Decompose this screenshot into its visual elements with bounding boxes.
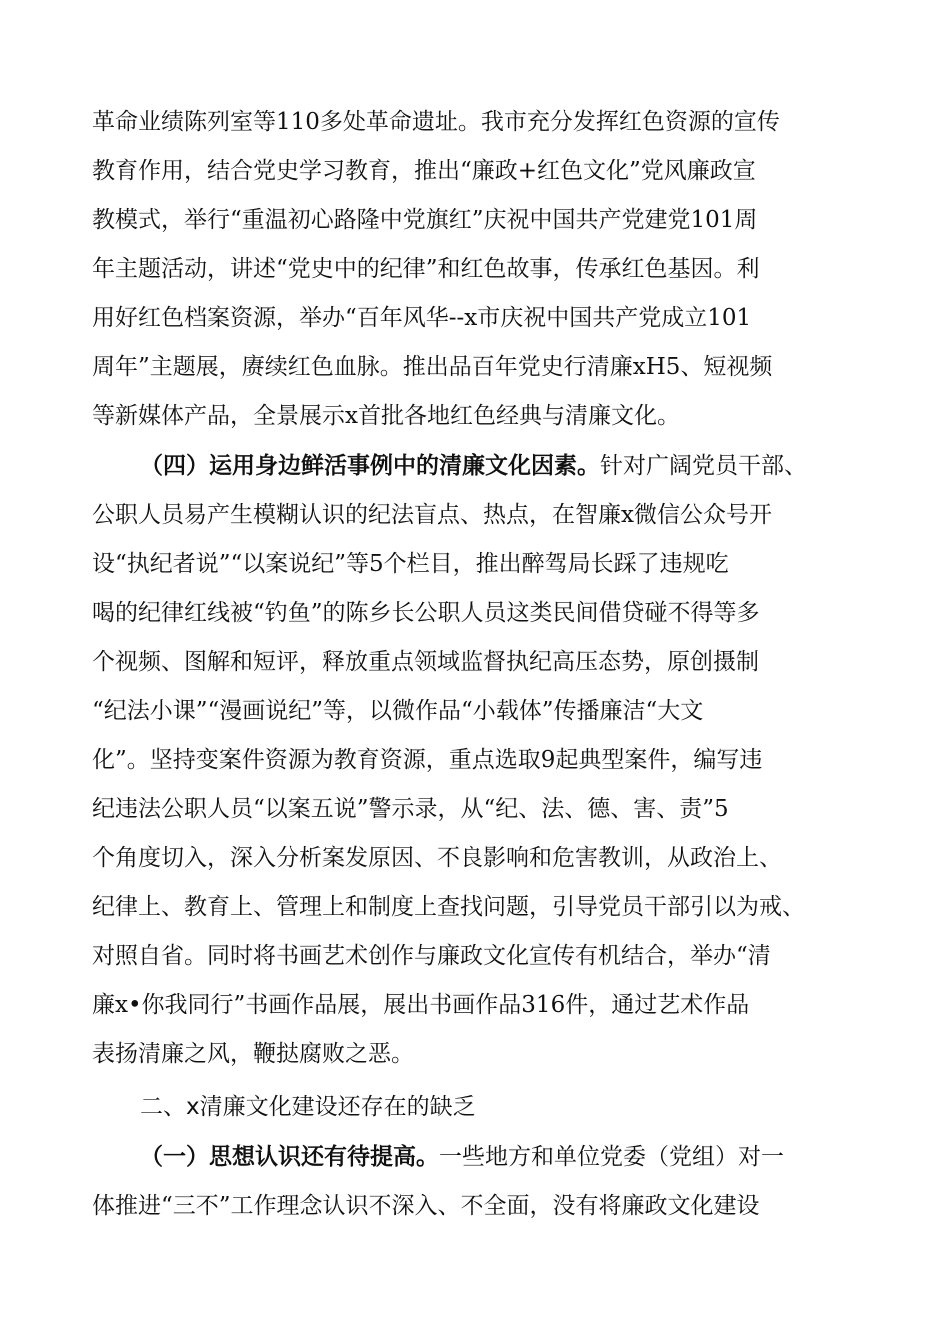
text-line: 周年”主题展，赓续红色血脉。推出品百年党史行清廉xH5、短视频 xyxy=(92,354,773,380)
text-line: 等新媒体产品，全景展示x首批各地红色经典与清廉文化。 xyxy=(92,403,680,429)
paragraph-heading: （四）运用身边鲜活事例中的清廉文化因素。 xyxy=(140,452,600,479)
text-line: 表扬清廉之风，鞭挞腐败之恶。 xyxy=(92,1041,414,1067)
text-line: 设“执纪者说”“以案说纪”等5个栏目，推出醉驾局长踩了违规吃 xyxy=(92,551,729,577)
text-line: 用好红色档案资源，举办“百年风华--x市庆祝中国共产党成立101 xyxy=(92,305,752,331)
text-line: 对照自省。同时将书画艺术创作与廉政文化宣传有机结合，举办“清 xyxy=(92,943,771,969)
paragraph-first-line xyxy=(140,1137,880,1177)
paragraph-first-line xyxy=(140,446,880,486)
text-line: 公职人员易产生模糊认识的纪法盲点、热点，在智廉x微信公众号开 xyxy=(92,502,772,528)
text-line: 喝的纪律红线被“钓鱼”的陈乡长公职人员这类民间借贷碰不得等多 xyxy=(92,600,760,626)
paragraph-text: 一些地方和单位党委（党组）对一 xyxy=(439,1144,784,1170)
text-line: 教育作用，结合党史学习教育，推出“廉政+红色文化”党风廉政宣 xyxy=(92,158,756,184)
text-line: 化”。坚持变案件资源为教育资源，重点选取9起典型案件，编写违 xyxy=(92,747,763,773)
text-line: 教模式，举行“重温初心路隆中党旗红”庆祝中国共产党建党101周 xyxy=(92,207,758,233)
text-line: 廉x•你我同行”书画作品展，展出书画作品316件，通过艺术作品 xyxy=(92,992,750,1018)
section-heading: 二、x清廉文化建设还存在的缺乏 xyxy=(140,1094,476,1120)
text-line: 个视频、图解和短评，释放重点领域监督执纪高压态势，原创摄制 xyxy=(92,649,759,675)
text-line: 纪违法公职人员“以案五说”警示录，从“纪、法、德、害、责”5 xyxy=(92,796,729,822)
paragraph-text: 针对广阔党员干部、 xyxy=(600,453,807,479)
text-line: 纪律上、教育上、管理上和制度上查找问题，引导党员干部引以为戒、 xyxy=(92,894,805,920)
paragraph-heading: （一）思想认识还有待提高。 xyxy=(140,1143,439,1170)
text-line: 年主题活动，讲述“党史中的纪律”和红色故事，传承红色基因。利 xyxy=(92,256,760,282)
text-line: 个角度切入，深入分析案发原因、不良影响和危害教训，从政治上、 xyxy=(92,845,782,871)
text-line: “纪法小课”“漫画说纪”等，以微作品“小载体”传播廉洁“大文 xyxy=(92,698,704,724)
text-line: 革命业绩陈列室等110多处革命遗址。我市充分发挥红色资源的宣传 xyxy=(92,109,780,135)
text-line: 体推进“三不”工作理念认识不深入、不全面，没有将廉政文化建设 xyxy=(92,1193,760,1219)
